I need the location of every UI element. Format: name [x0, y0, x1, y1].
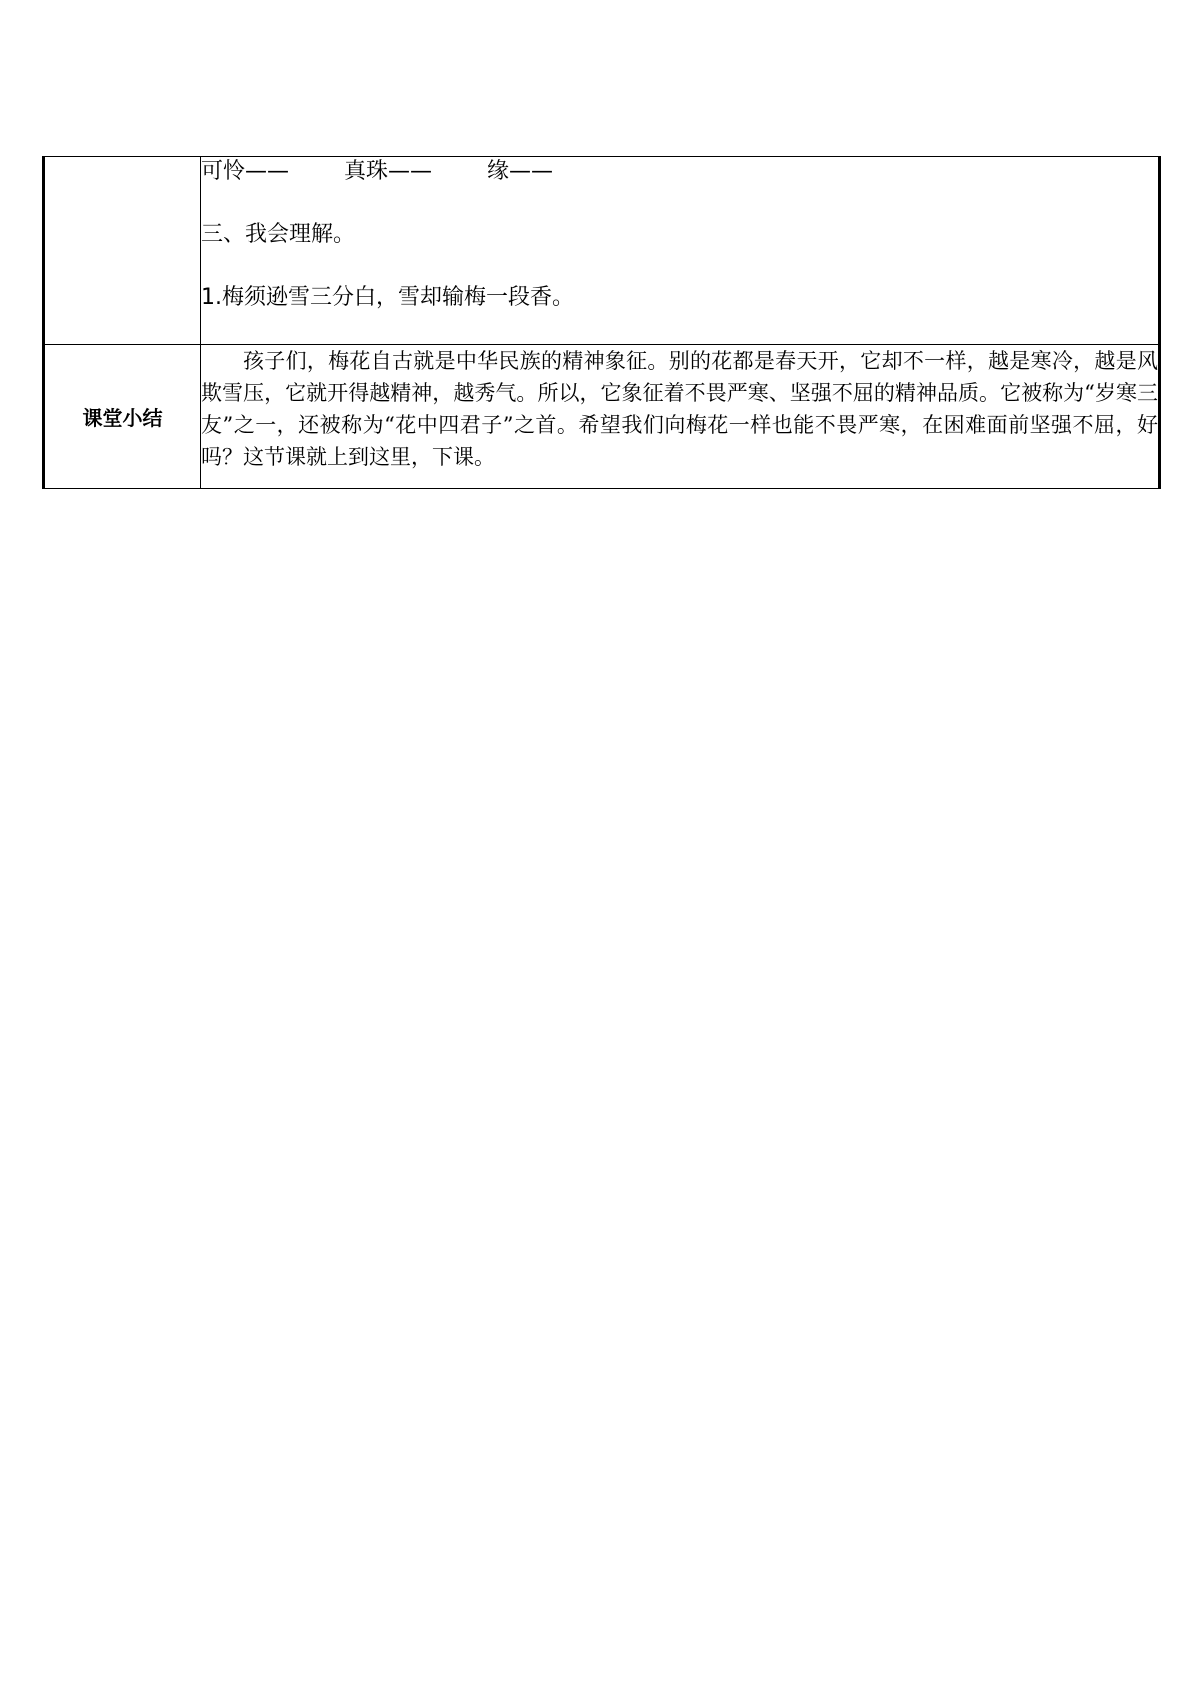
summary-text: 孩子们，梅花自古就是中华民族的精神象征。别的花都是春天开，它却不一样，越是寒冷，越是风欺雪压，它就开得越精神，越秀气。所以，它象征着不畏严寒、坚强不屈的精神品质。它被称为“岁寒三友”之一，还被称为“花中四君子”之首。希望我们向梅花一样也能不畏严寒，在困难面前坚强不屈，好吗？这节课就上到这里，下课。: [201, 349, 1158, 469]
question-line: 1.梅须逊雪三分白，雪却输梅一段香。: [201, 285, 574, 310]
summary-label-cell: [44, 345, 201, 489]
exercise-label-cell: [44, 157, 201, 345]
word-item-yuan: 缘——: [487, 159, 554, 184]
word-item-zhenzhu: 真珠——: [344, 159, 433, 184]
section-heading: 三、我会理解。: [201, 222, 356, 247]
summary-label: 课堂小结: [82, 406, 163, 430]
summary-row: [44, 345, 1160, 489]
summary-content-cell: [201, 345, 1160, 489]
word-item-kelian: 可怜——: [201, 159, 290, 184]
word-exercise-line: [201, 157, 1158, 187]
lesson-plan-table: [42, 156, 1161, 489]
exercise-row: [44, 157, 1160, 345]
exercise-content-cell: [201, 157, 1160, 345]
